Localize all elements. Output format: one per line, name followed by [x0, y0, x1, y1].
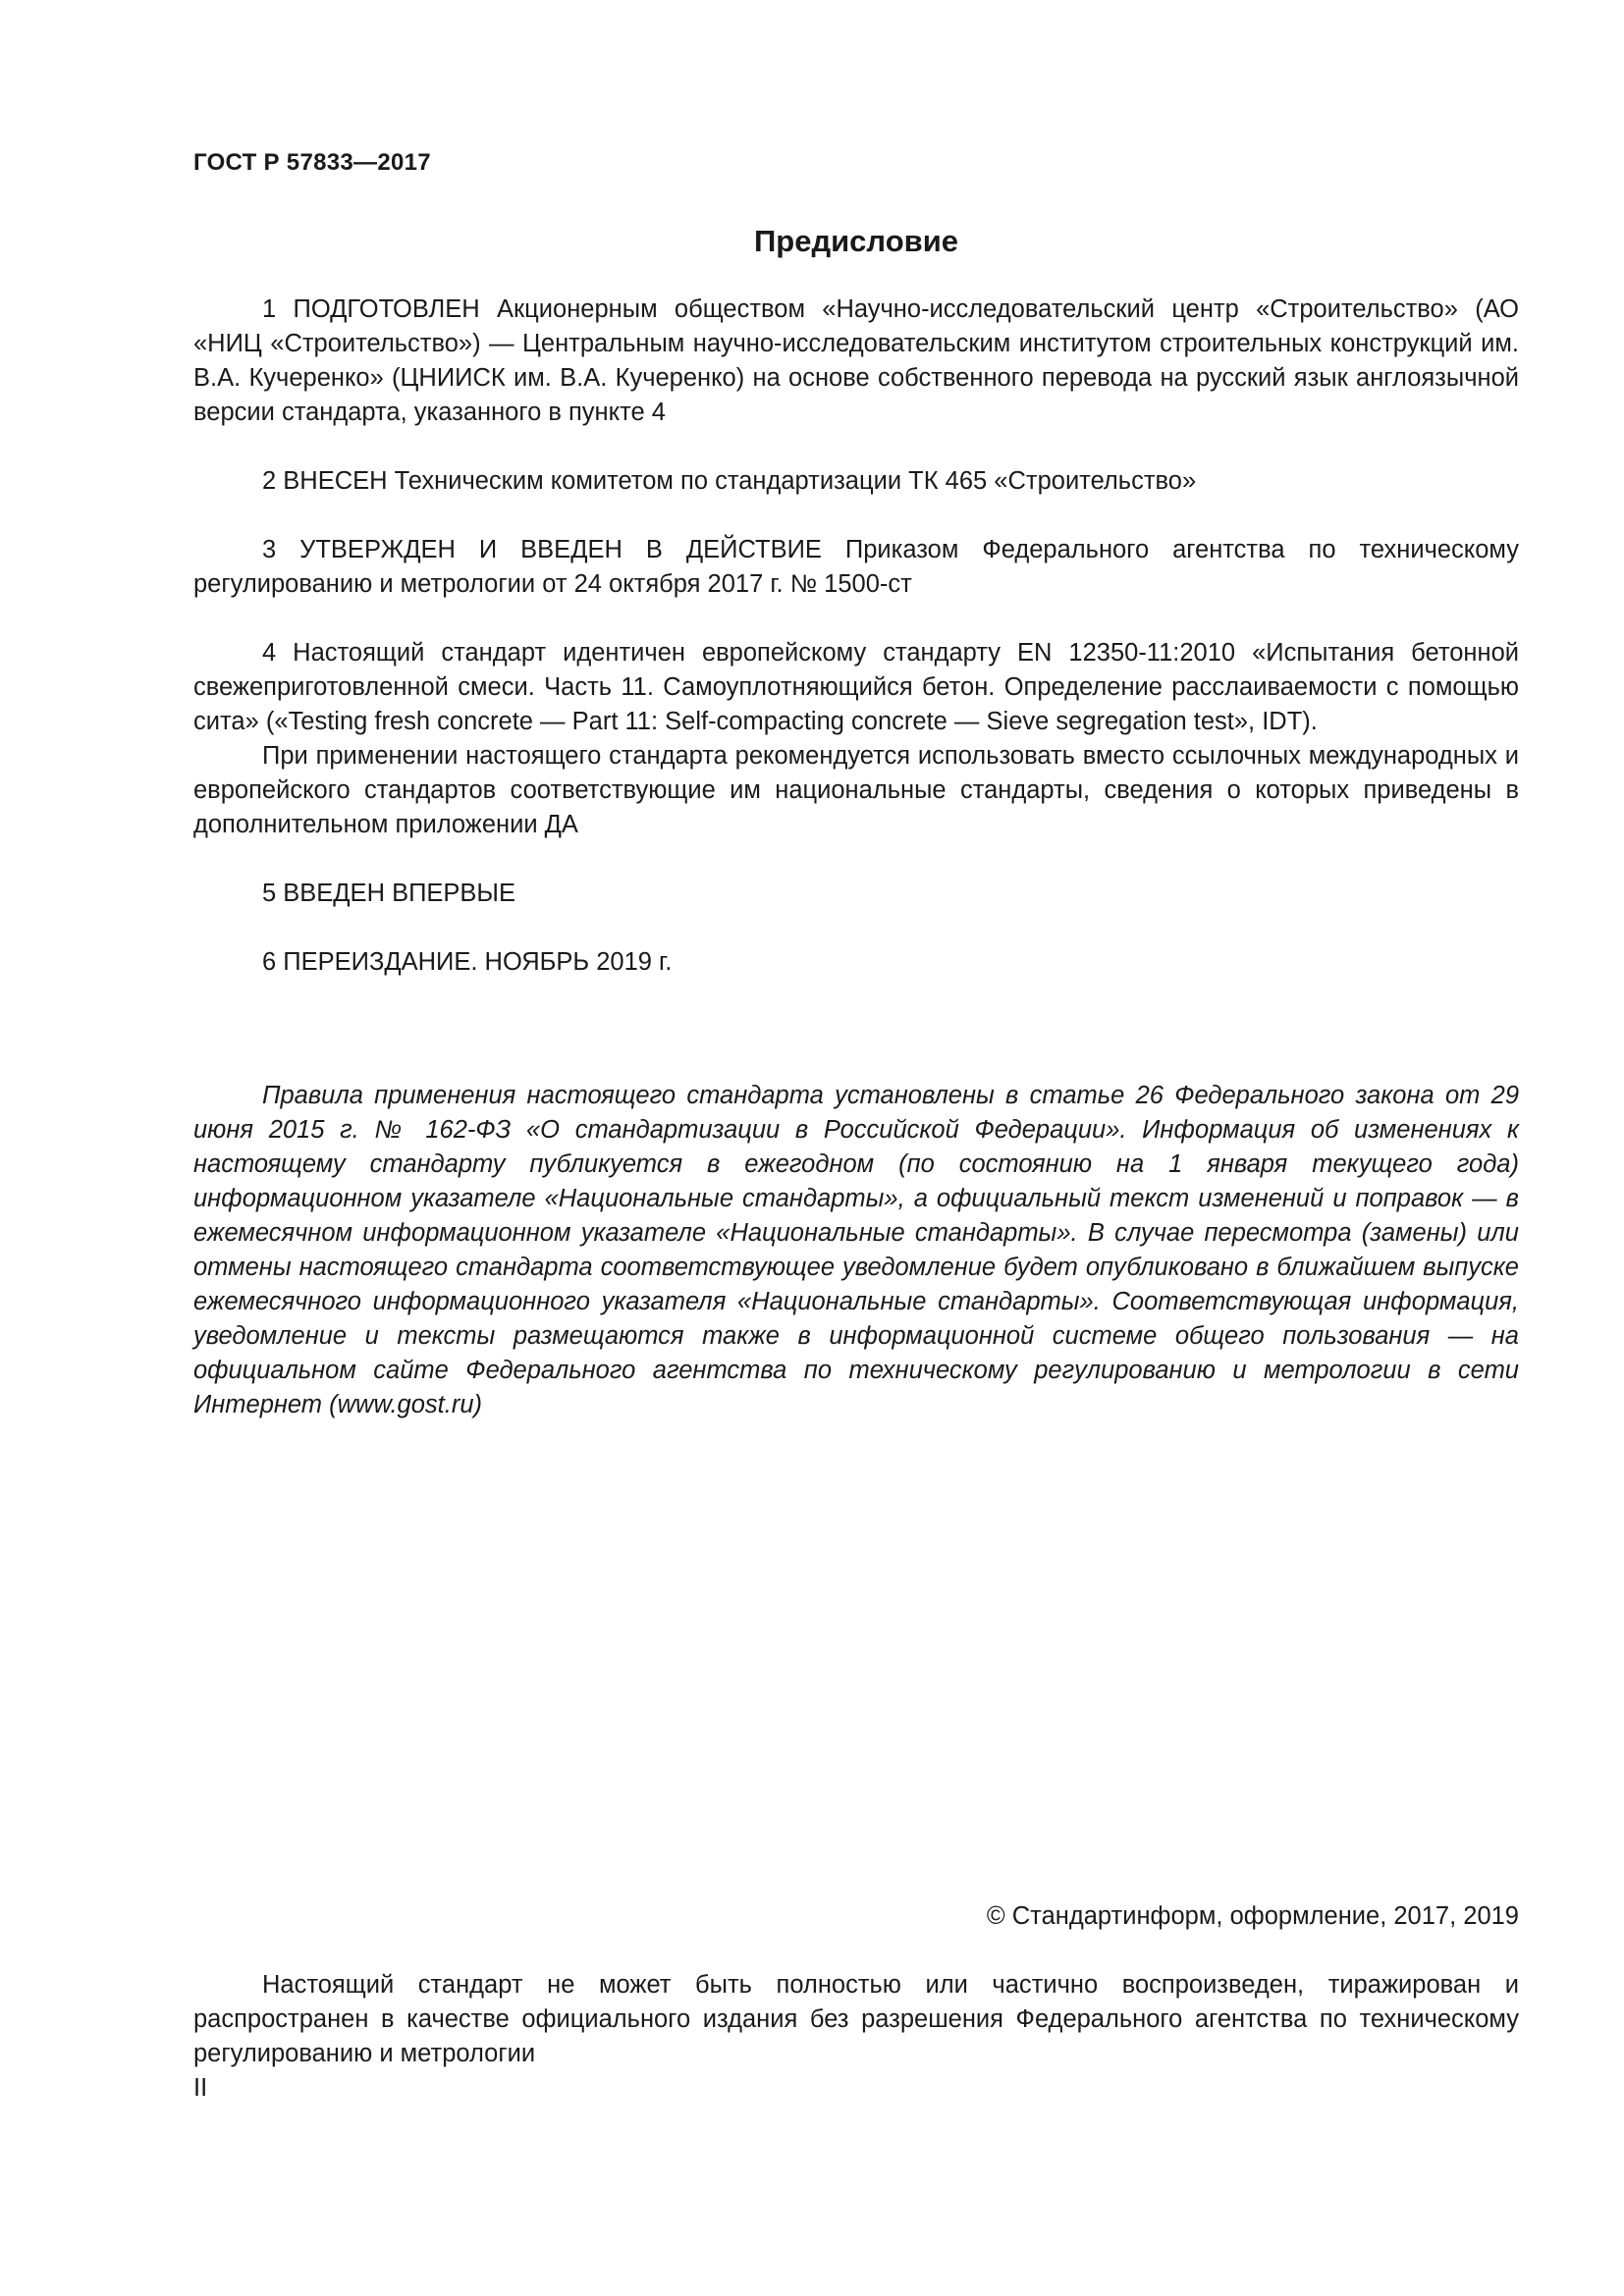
- paragraph-2: 2 ВНЕСЕН Техническим комитетом по стандартизации ТК 465 «Строительство»: [262, 467, 1197, 495]
- page-number: II: [193, 2074, 208, 2102]
- paragraph-6: 6 ПЕРЕИЗДАНИЕ. НОЯБРЬ 2019 г.: [262, 948, 673, 976]
- reproduction-notice-text: Настоящий стандарт не может быть полностью или частично воспроизведен, тиражирован и распространен в качестве официального издания без разрешения Федерального агентства по техническому регулированию и метрологии: [193, 1971, 1519, 2067]
- paragraph-5: 5 ВВЕДЕН ВПЕРВЫЕ: [262, 880, 516, 907]
- paragraph-4: 4 Настоящий стандарт идентичен европейскому стандарту EN 12350-11:2010 «Испытания бетонной свежеприготовленной смеси. Часть 11. Самоуплотняющийся бетон. Определение расслаиваемости с помощью сита» («Testing fresh concrete — Part 11: Self-compacting concrete — Sieve segregation test», IDT).: [193, 639, 1519, 735]
- paragraph-4-note: При применении настоящего стандарта рекомендуется использовать вместо ссылочных международных и европейского стандартов соответствующие им национальные стандарты, сведения о которых приведены в дополнительном приложении ДА: [193, 742, 1519, 838]
- paragraph-1: 1 ПОДГОТОВЛЕН Акционерным обществом «Научно-исследовательский центр «Строительство» (АО «НИЦ «Строительство») — Центральным научно-исследовательским институтом строительных конструкций им. В.А. Кучеренко» (ЦНИИСК им. В.А. Кучеренко) на основе собственного перевода на русский язык англоязычной версии стандарта, указанного в пункте 4: [193, 295, 1519, 426]
- reproduction-notice: [193, 1968, 1519, 2071]
- page-title: Предисловие: [753, 224, 958, 258]
- rules-notice: [193, 1079, 1519, 1422]
- preface-body: [193, 293, 1519, 980]
- paragraph-3: 3 УТВЕРЖДЕН И ВВЕДЕН В ДЕЙСТВИЕ Приказом Федерального агентства по техническому регулированию и метрологии от 24 октября 2017 г. № 1500-ст: [193, 536, 1519, 598]
- copyright-line: © Стандартинформ, оформление, 2017, 2019: [986, 1902, 1519, 1930]
- rules-notice-text: Правила применения настоящего стандарта установлены в статье 26 Федерального закона от 29 июня 2015 г. № 162-ФЗ «О стандартизации в Российской Федерации». Информация об изменениях к настоящему стандарту публикуется в ежегодном (по состоянию на 1 января текущего года) информационном указателе «Национальные стандарты», а официальный текст изменений и поправок — в ежемесячном информационном указателе «Национальные стандарты». В случае пересмотра (замены) или отмены настоящего стандарта соответствующее уведомление будет опубликовано в ближайшем выпуске ежемесячного информационного указателя «Национальные стандарты». Соответствующая информация, уведомление и тексты размещаются также в информационной системе общего пользования — на официальном сайте Федерального агентства по техническому регулированию и метрологии в сети Интернет (www.gost.ru): [193, 1082, 1519, 1418]
- document-code: ГОСТ Р 57833—2017: [193, 149, 431, 176]
